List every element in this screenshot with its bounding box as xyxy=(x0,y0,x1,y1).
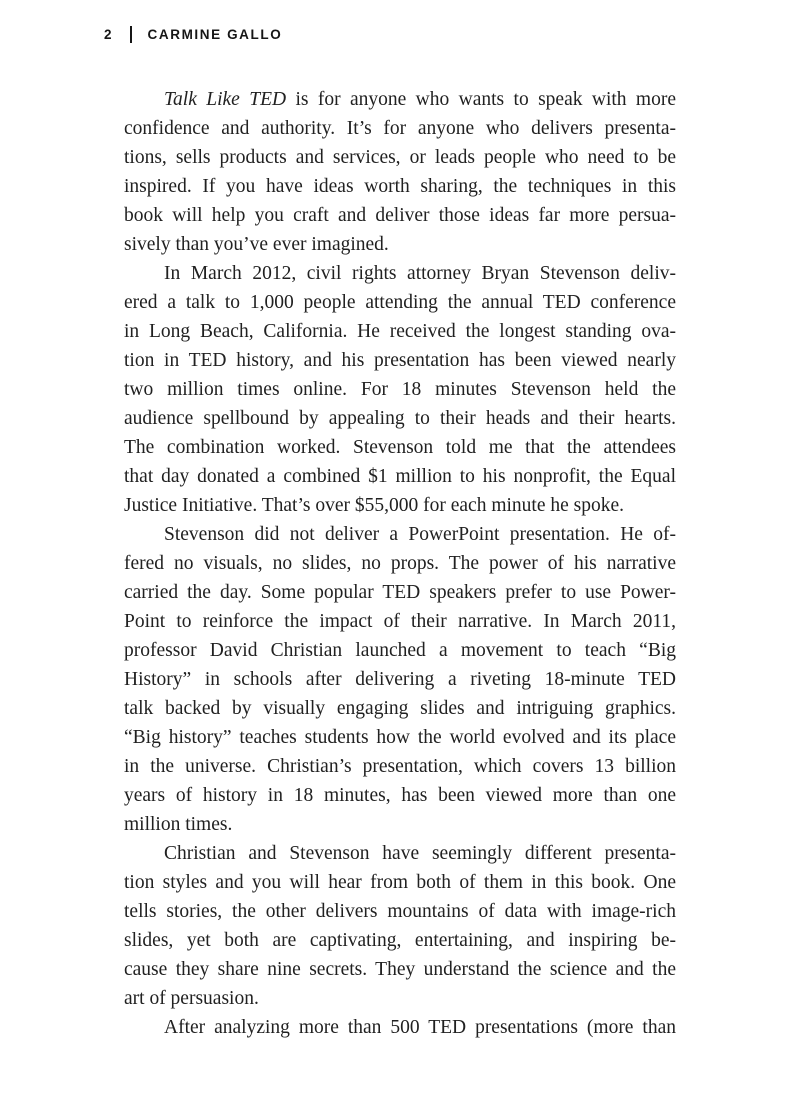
text-line: tion styles and you will hear from both of them in this book. One xyxy=(124,872,676,893)
text-line: The combination worked. Stevenson told me that the attendees xyxy=(124,437,676,458)
text-line: inspired. If you have ideas worth sharing, the techniques in this xyxy=(124,176,676,197)
page-header xyxy=(104,26,282,43)
paragraph xyxy=(124,1013,676,1042)
text-line: in Long Beach, California. He received the longest standing ova- xyxy=(124,321,676,342)
text-line: History” in schools after delivering a riveting 18-minute TED xyxy=(124,669,676,690)
text-line: After analyzing more than 500 TED presentations (more than xyxy=(164,1017,676,1038)
text-line: Stevenson did not deliver a PowerPoint presentation. He of- xyxy=(164,524,676,545)
text-line: audience spellbound by appealing to their heads and their hearts. xyxy=(124,408,676,429)
text-line: ered a talk to 1,000 people attending the annual TED conference xyxy=(124,292,676,313)
text-line: two million times online. For 18 minutes Stevenson held the xyxy=(124,379,676,400)
text-line: art of persuasion. xyxy=(124,988,259,1009)
text-line: tells stories, the other delivers mountains of data with image-rich xyxy=(124,901,676,922)
text-line: professor David Christian launched a movement to teach “Big xyxy=(124,640,676,661)
running-head: CARMINE GALLO xyxy=(147,27,283,42)
text-line: confidence and authority. It’s for anyone who delivers presenta- xyxy=(124,118,676,139)
text-line: talk backed by visually engaging slides and intriguing graphics. xyxy=(124,698,676,719)
paragraph xyxy=(124,259,676,520)
text-line: Christian and Stevenson have seemingly different presenta- xyxy=(164,843,676,864)
text-line: carried the day. Some popular TED speakers prefer to use Power- xyxy=(124,582,676,603)
text-line: “Big history” teaches students how the world evolved and its place xyxy=(124,727,676,748)
text-line: Talk Like TED is for anyone who wants to speak with more xyxy=(164,89,676,110)
paragraph xyxy=(124,85,676,259)
text-line: cause they share nine secrets. They understand the science and the xyxy=(124,959,676,980)
header-divider xyxy=(130,26,132,43)
text-line: million times. xyxy=(124,814,233,835)
text-line: years of history in 18 minutes, has been viewed more than one xyxy=(124,785,676,806)
text-line: Justice Initiative. That’s over $55,000 for each minute he spoke. xyxy=(124,495,625,516)
text-line: sively than you’ve ever imagined. xyxy=(124,234,389,255)
text-line: slides, yet both are captivating, entertaining, and inspiring be- xyxy=(124,930,676,951)
text-line: book will help you craft and deliver those ideas far more persua- xyxy=(124,205,676,226)
text-line: In March 2012, civil rights attorney Bryan Stevenson deliv- xyxy=(164,263,676,284)
page-number: 2 xyxy=(104,27,112,42)
text-line: tion in TED history, and his presentation has been viewed nearly xyxy=(124,350,676,371)
text-line: that day donated a combined $1 million to his nonprofit, the Equal xyxy=(124,466,676,487)
text-line: fered no visuals, no slides, no props. The power of his narrative xyxy=(124,553,676,574)
text-line: Point to reinforce the impact of their narrative. In March 2011, xyxy=(124,611,676,632)
paragraph xyxy=(124,520,676,839)
paragraph xyxy=(124,839,676,1013)
page-body xyxy=(124,85,676,1042)
italic-book-title: Talk Like TED xyxy=(164,89,287,110)
text-line: in the universe. Christian’s presentation, which covers 13 billion xyxy=(124,756,676,777)
text-line: tions, sells products and services, or leads people who need to be xyxy=(124,147,676,168)
